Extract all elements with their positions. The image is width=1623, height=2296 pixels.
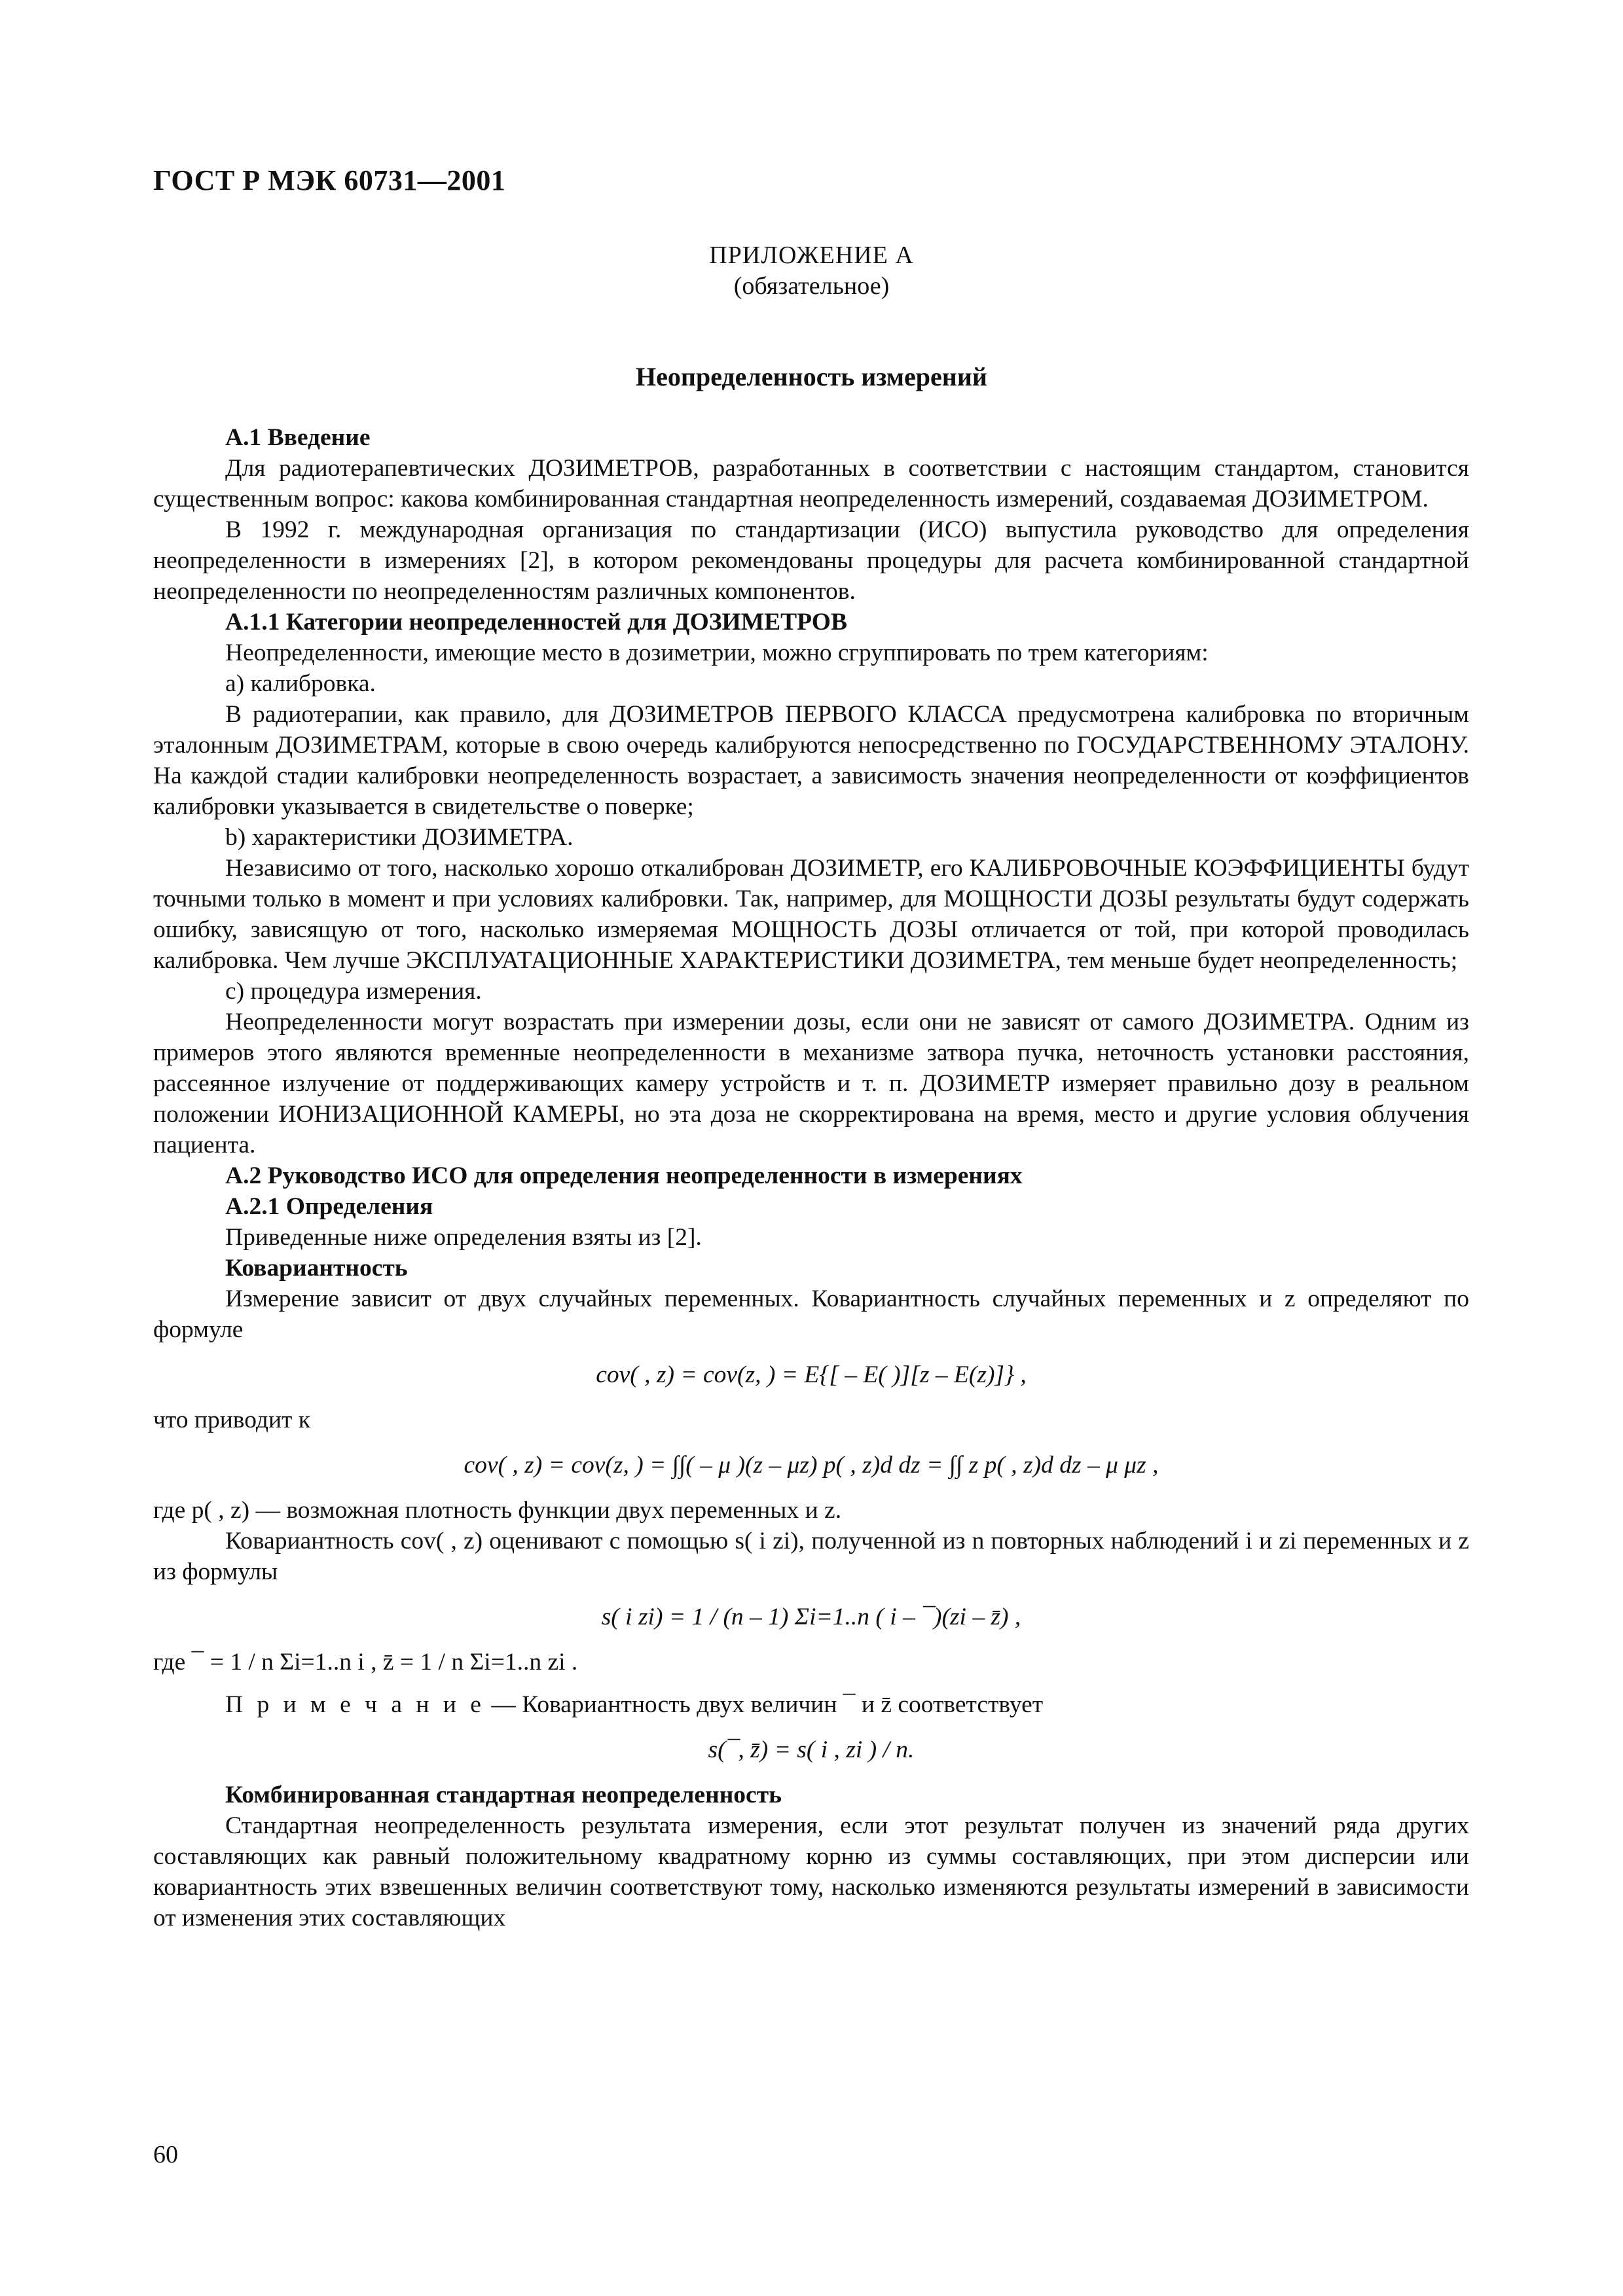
paragraph: Стандартная неопределенность результата измерения, если этот результат получен из значений ряда других составляющих как равный положительному квадратному корню из суммы составляющих, при этом дисперсии или ковариантность этих взвешенных величин соответствуют тому, насколько изменяются результаты измерений в зависимости от изменения этих составляющих — [153, 1812, 1469, 1931]
paragraph: Измерение зависит от двух случайных переменных. Ковариантность случайных переменных и z определяют по формуле — [153, 1285, 1469, 1343]
paragraph: Неопределенности могут возрастать при измерении дозы, если они не зависят от самого ДОЗИМЕТРА. Одним из примеров этого являются временные неопределенности в механизме затвора пучка, неточность установки расстояния, рассеянное излучение от поддерживающих камеру устройств и т. п. ДОЗИМЕТР измеряет правильно дозу в реальном положении ИОНИЗАЦИОННОЙ КАМЕРЫ, но эта доза не скорректирована на время, место и другие условия облучения пациента. — [153, 1009, 1469, 1158]
section-a21-heading: А.2.1 Определения — [225, 1193, 433, 1220]
paragraph: где p( , z) — возможная плотность функции двух переменных и z. — [153, 1497, 842, 1524]
covariance-heading: Ковариантность — [225, 1255, 408, 1282]
section-a11-heading: А.1.1 Категории неопределенностей для ДОЗИМЕТРОВ — [225, 609, 847, 636]
standard-code: ГОСТ Р МЭК 60731—2001 — [153, 164, 506, 196]
paragraph: В 1992 г. международная организация по стандартизации (ИСО) выпустила руководство для определения неопределенности в измерениях [2], в котором рекомендованы процедуры для расчета комбинированной стандартной неопределенности по неопределенностям различных компонентов. — [153, 516, 1469, 605]
combined-uncertainty-heading: Комбинированная стандартная неопределенность — [225, 1782, 782, 1808]
annex-title: ПРИЛОЖЕНИЕ А — [709, 242, 914, 269]
section-a1-heading: А.1 Введение — [225, 424, 371, 451]
note-text: — Ковариантность двух величин ¯ и z̄ соответствует — [484, 1691, 1044, 1718]
formula-covariance-integral: cov( , z) = cov(z, ) = ∫∫( – μ )(z – μz) p( , z)d dz = ∫∫ z p( , z)d dz – μ μz , — [464, 1452, 1159, 1479]
paragraph: Ковариантность cov( , z) оценивают с помощью s( i zi), полученной из n повторных наблюдений i и zi переменных и z из формулы — [153, 1528, 1469, 1585]
paragraph: В радиотерапии, как правило, для ДОЗИМЕТРОВ ПЕРВОГО КЛАССА предусмотрена калибровка по вторичным эталонным ДОЗИМЕТРАМ, которые в свою очередь калибруются непосредственно по ГОСУДАРСТВЕННОМУ ЭТАЛОНУ. На каждой стадии калибровки неопределенность возрастает, а зависимость значения неопределенности от коэффициентов калибровки указывается в свидетельстве о поверке; — [153, 701, 1469, 820]
page-number: 60 — [153, 2141, 178, 2168]
paragraph: Независимо от того, насколько хорошо откалиброван ДОЗИМЕТР, его КАЛИБРОВОЧНЫЕ КОЭФФИЦИЕНТЫ будут точными только в момент и при условиях калибровки. Так, например, для МОЩНОСТИ ДОЗЫ результаты будут содержать ошибку, зависящую от того, насколько измеряемая МОЩНОСТЬ ДОЗЫ отличается от той, при которой проводилась калибровка. Чем лучше ЭКСПЛУАТАЦИОННЫЕ ХАРАКТЕРИСТИКИ ДОЗИМЕТРА, тем меньше будет неопределенность; — [153, 855, 1469, 974]
list-item: а) калибровка. — [225, 670, 376, 697]
paragraph: Неопределенности, имеющие место в дозиметрии, можно сгруппировать по трем категориям: — [225, 639, 1209, 666]
formula-covariance-estimate: s( i zi) = 1 / (n – 1) Σi=1..n ( i – ¯)(zi – z̄) , — [601, 1604, 1021, 1630]
paragraph: Для радиотерапевтических ДОЗИМЕТРОВ, разработанных в соответствии с настоящим стандартом, становится существенным вопрос: какова комбинированная стандартная неопределенность измерений, создаваемая ДОЗИМЕТРОМ. — [153, 455, 1469, 512]
note — [153, 1689, 1469, 1720]
paragraph: Приведенные ниже определения взяты из [2]. — [225, 1224, 702, 1251]
formula-mean-covariance: s(¯, z̄) = s( i , zi ) / n. — [708, 1736, 915, 1763]
note-label: П р и м е ч а н и е — [225, 1691, 485, 1718]
annex-status: (обязательное) — [733, 272, 890, 300]
list-item: с) процедура измерения. — [225, 978, 482, 1005]
paragraph: что приводит к — [153, 1407, 311, 1433]
section-a2-heading: А.2 Руководство ИСО для определения неопределенности в измерениях — [225, 1162, 1023, 1189]
list-item: b) характеристики ДОЗИМЕТРА. — [225, 824, 574, 851]
document-title: Неопределенность измерений — [636, 362, 987, 391]
formula-covariance: cov( , z) = cov(z, ) = E{[ – E( )][z – E(z)]} , — [596, 1361, 1027, 1388]
document-body — [153, 422, 1469, 1933]
formula-means: где ¯ = 1 / n Σi=1..n i , z̄ = 1 / n Σi=1..n zi . — [153, 1649, 578, 1676]
